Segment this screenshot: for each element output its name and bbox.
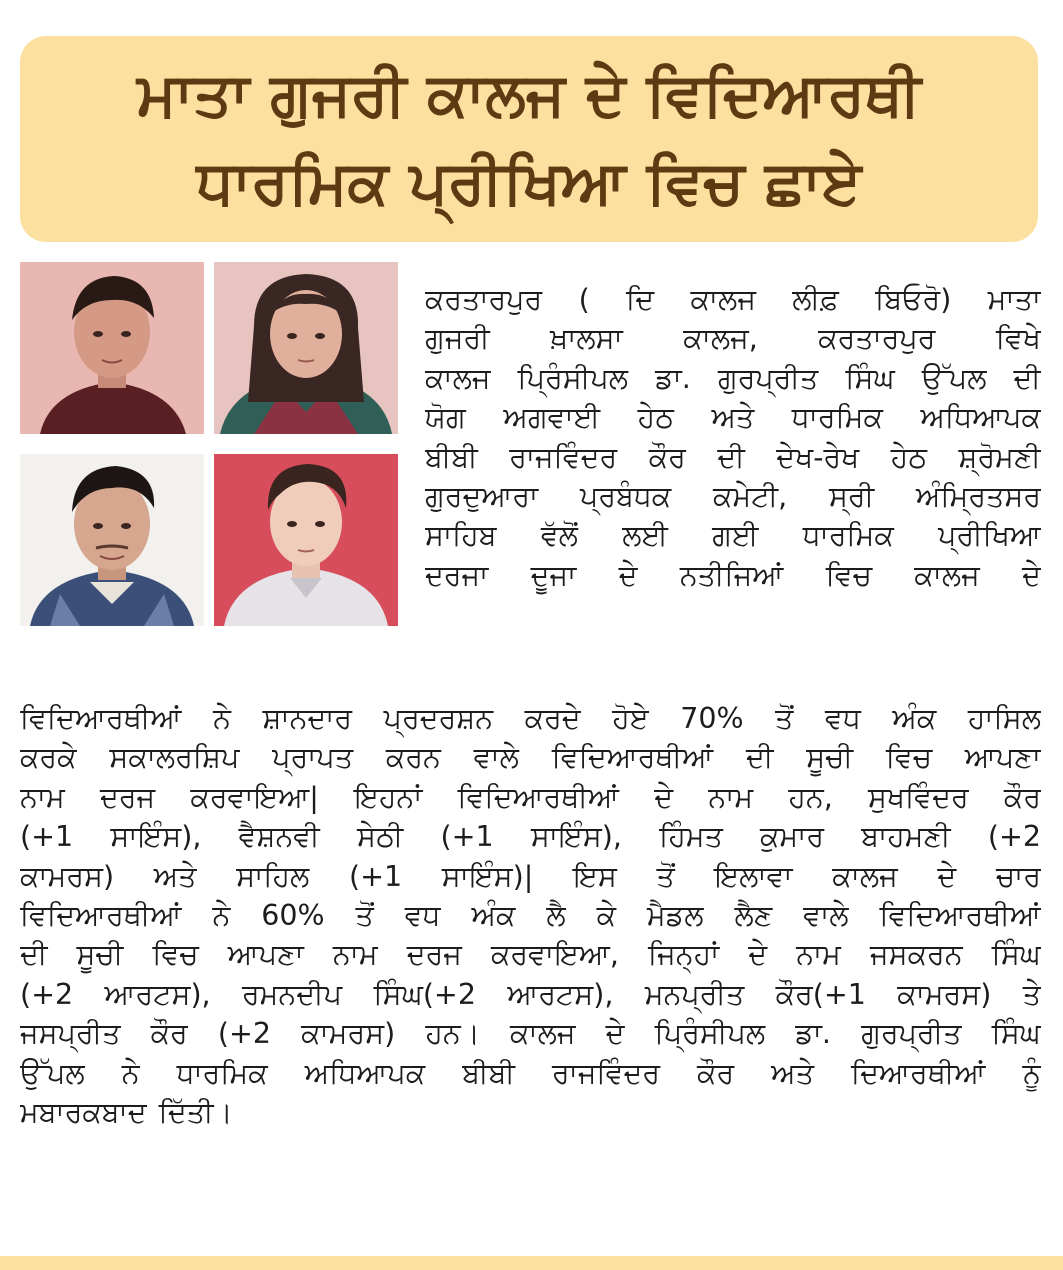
article-line: ਕਾਲਜ ਪ੍ਰਿੰਸੀਪਲ ਡਾ. ਗੁਰਪ੍ਰੀਤ ਸਿੰਘ ਉੱਪਲ ਦੀ	[425, 361, 1041, 395]
bottom-accent-strip	[0, 1256, 1063, 1270]
article-line: ਮਬਾਰਕਬਾਦ ਦਿੱਤੀ।	[20, 1096, 233, 1130]
article-line: ਗੁਰਦੁਆਰਾ ਪ੍ਰਬੰਧਕ ਕਮੇਟੀ, ਸ੍ਰੀ ਅੰਮ੍ਰਿਤਸਰ	[425, 480, 1041, 514]
article-line: ਜਸਪ੍ਰੀਤ ਕੌਰ (+2 ਕਾਮਰਸ) ਹਨ। ਕਾਲਜ ਦੇ ਪ੍ਰਿੰਸੀਪਲ ਡਾ. ਗੁਰਪ੍ਰੀਤ ਸਿੰਘ	[20, 1017, 1041, 1051]
student-photo-grid	[20, 262, 396, 612]
student-photo-4	[214, 454, 398, 626]
student-photo-1	[20, 262, 204, 434]
article-line: ਉੱਪਲ ਨੇ ਧਾਰਮਿਕ ਅਧਿਆਪਕ ਬੀਬੀ ਰਾਜਵਿੰਦਰ ਕੌਰ ਅਤੇ ਦਿਆਰਥੀਆਂ ਨੂੰ	[20, 1056, 1041, 1090]
article-line: ਕਰਤਾਰਪੁਰ ( ਦਿ ਕਾਲਜ ਲੀਫ਼ ਬਿਓਰੋ) ਮਾਤਾ	[425, 283, 1041, 316]
article-line: (+1 ਸਾਇੰਸ), ਵੈਸ਼ਨਵੀ ਸੇਠੀ (+1 ਸਾਇੰਸ), ਹਿੰਮਤ ਕੁਮਾਰ ਬਾਹਮਣੀ (+2	[20, 820, 1041, 854]
article-line: ਵਿਦਿਆਰਥੀਆਂ ਨੇ ਸ਼ਾਨਦਾਰ ਪ੍ਰਦਰਸ਼ਨ ਕਰਦੇ ਹੋਏ 70% ਤੋਂ ਵਧ ਅੰਕ ਹਾਸਿਲ	[20, 702, 1041, 735]
article-line: ਦੀ ਸੂਚੀ ਵਿਚ ਆਪਣਾ ਨਾਮ ਦਰਜ ਕਰਵਾਇਆ, ਜਿਨ੍ਹਾਂ ਦੇ ਨਾਮ ਜਸਕਰਨ ਸਿੰਘ	[20, 938, 1041, 972]
headline-banner	[20, 36, 1038, 242]
headline-line-2: ਧਾਰਮਿਕ ਪ੍ਰੀਖਿਆ ਵਿਚ ਛਾਏ	[196, 148, 862, 218]
article-line: ਦਰਜਾ ਦੂਜਾ ਦੇ ਨਤੀਜਿਆਂ ਵਿਚ ਕਾਲਜ ਦੇ	[425, 558, 1041, 592]
article-full-paragraph	[20, 699, 1041, 1132]
student-photo-2	[214, 262, 398, 434]
article-line: ਕਰਕੇ ਸਕਾਲਰਸ਼ਿਪ ਪ੍ਰਾਪਤ ਕਰਨ ਵਾਲੇ ਵਿਦਿਆਰਥੀਆਂ ਦੀ ਸੂਚੀ ਵਿਚ ਆਪਣਾ	[20, 741, 1041, 775]
article-line: ਵਿਦਿਆਰਥੀਆਂ ਨੇ 60% ਤੋਂ ਵਧ ਅੰਕ ਲੈ ਕੇ ਮੈਡਲ ਲੈਣ ਵਾਲੇ ਵਿਦਿਆਰਥੀਆਂ	[20, 899, 1041, 933]
article-line: ਯੋਗ ਅਗਵਾਈ ਹੇਠ ਅਤੇ ਧਾਰਮਿਕ ਅਧਿਆਪਕ	[425, 401, 1041, 435]
article-line: ਸਾਹਿਬ ਵੱਲੋਂ ਲਈ ਗਈ ਧਾਰਮਿਕ ਪ੍ਰੀਖਿਆ	[425, 519, 1041, 553]
article-side-paragraph	[425, 280, 1041, 595]
article-line: (+2 ਆਰਟਸ), ਰਮਨਦੀਪ ਸਿੰਘ(+2 ਆਰਟਸ), ਮਨਪ੍ਰੀਤ ਕੌਰ(+1 ਕਾਮਰਸ) ਤੇ	[20, 977, 1041, 1011]
article-line: ਨਾਮ ਦਰਜ ਕਰਵਾਇਆ| ਇਹਨਾਂ ਵਿਦਿਆਰਥੀਆਂ ਦੇ ਨਾਮ ਹਨ, ਸੁਖਵਿੰਦਰ ਕੌਰ	[20, 780, 1041, 814]
article-line: ਗੁਜਰੀ ਖ਼ਾਲਸਾ ਕਾਲਜ, ਕਰਤਾਰਪੁਰ ਵਿਖੇ	[425, 322, 1041, 356]
headline-line-1: ਮਾਤਾ ਗੁਜਰੀ ਕਾਲਜ ਦੇ ਵਿਦਿਆਰਥੀ	[137, 60, 921, 130]
article-line: ਕਾਮਰਸ) ਅਤੇ ਸਾਹਿਲ (+1 ਸਾਇੰਸ)| ਇਸ ਤੋਂ ਇਲਾਵਾ ਕਾਲਜ ਦੇ ਚਾਰ	[20, 859, 1041, 893]
student-photo-3	[20, 454, 204, 626]
article-line: ਬੀਬੀ ਰਾਜਵਿੰਦਰ ਕੌਰ ਦੀ ਦੇਖ-ਰੇਖ ਹੇਠ ਸ਼੍ਰੋਮਣੀ	[425, 440, 1041, 474]
